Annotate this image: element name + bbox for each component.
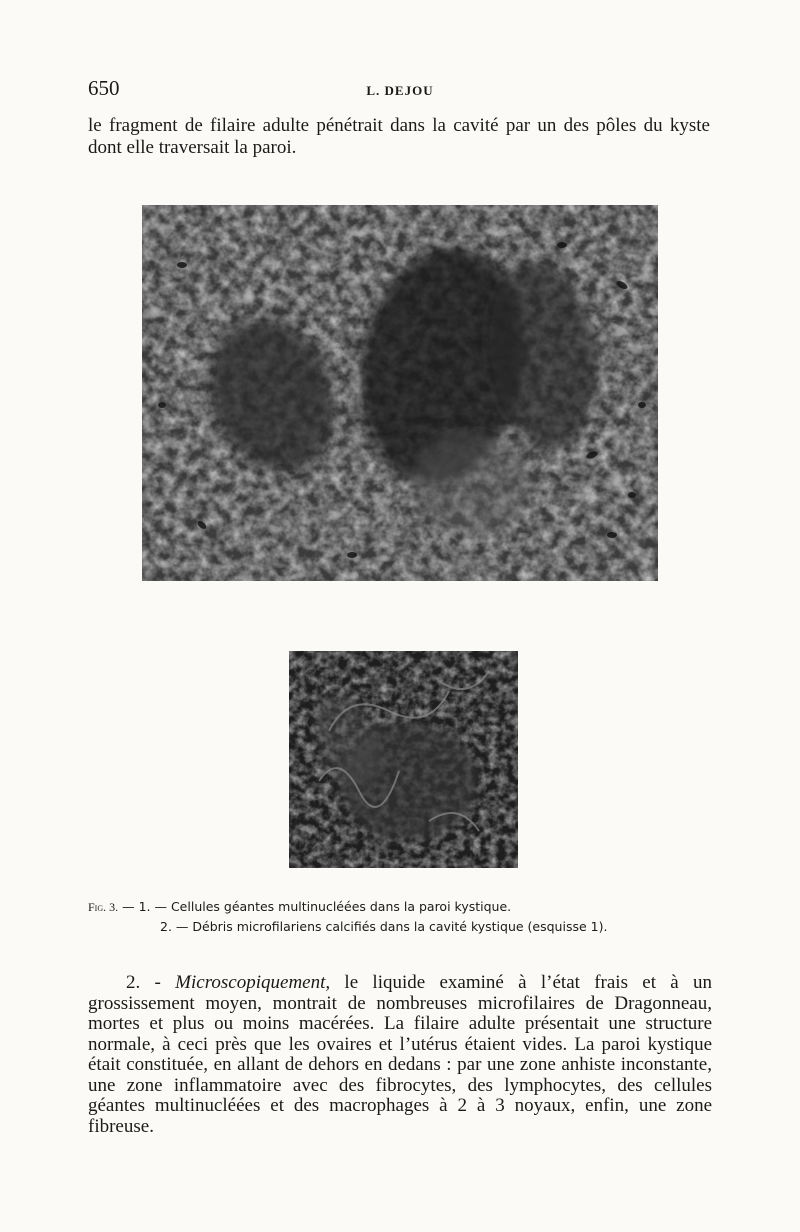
micrograph-giant-cells bbox=[142, 205, 658, 581]
caption-item-1: 1. — Cellules géantes multinucléées dans la paroi kystique. bbox=[138, 899, 512, 914]
figure-caption bbox=[88, 897, 728, 936]
section-italic-lead: Microscopiquement, bbox=[175, 972, 331, 993]
running-head: L. DEJOU bbox=[366, 83, 434, 98]
section-number: 2. - bbox=[126, 972, 161, 993]
section-text: le liquide examiné à l’état frais et à un grossissement moyen, montrait de nombreuses microfilaires de Dragonneau, mortes et plus ou moins macérées. La filaire adulte présentait une structure normale, à ceci près que les ovaires et l’utérus étaient vides. La paroi kystique était constituée, en allant de dehors en dedans : par une zone anhiste inconstante, une zone inflammatoire avec des fibrocytes, des lymphocytes, des cellules géantes multinucléées et des macrophages à 2 à 3 noyaux, enfin, une zone fibreuse. bbox=[88, 972, 712, 1137]
micrograph-calcified-debris bbox=[289, 651, 518, 868]
caption-dash: — bbox=[118, 899, 139, 914]
caption-item-2: 2. — Débris microfilariens calcifiés dans la cavité kystique (esquisse 1). bbox=[160, 919, 608, 934]
page-number: 650 bbox=[88, 76, 120, 100]
figure-label: Fig. 3. bbox=[88, 900, 119, 914]
paragraph-microscopic bbox=[88, 973, 712, 1137]
paragraph-continuation: le fragment de filaire adulte pénétrait dans la cavité par un des pôles du kyste dont elle traversait la paroi. bbox=[88, 115, 710, 158]
